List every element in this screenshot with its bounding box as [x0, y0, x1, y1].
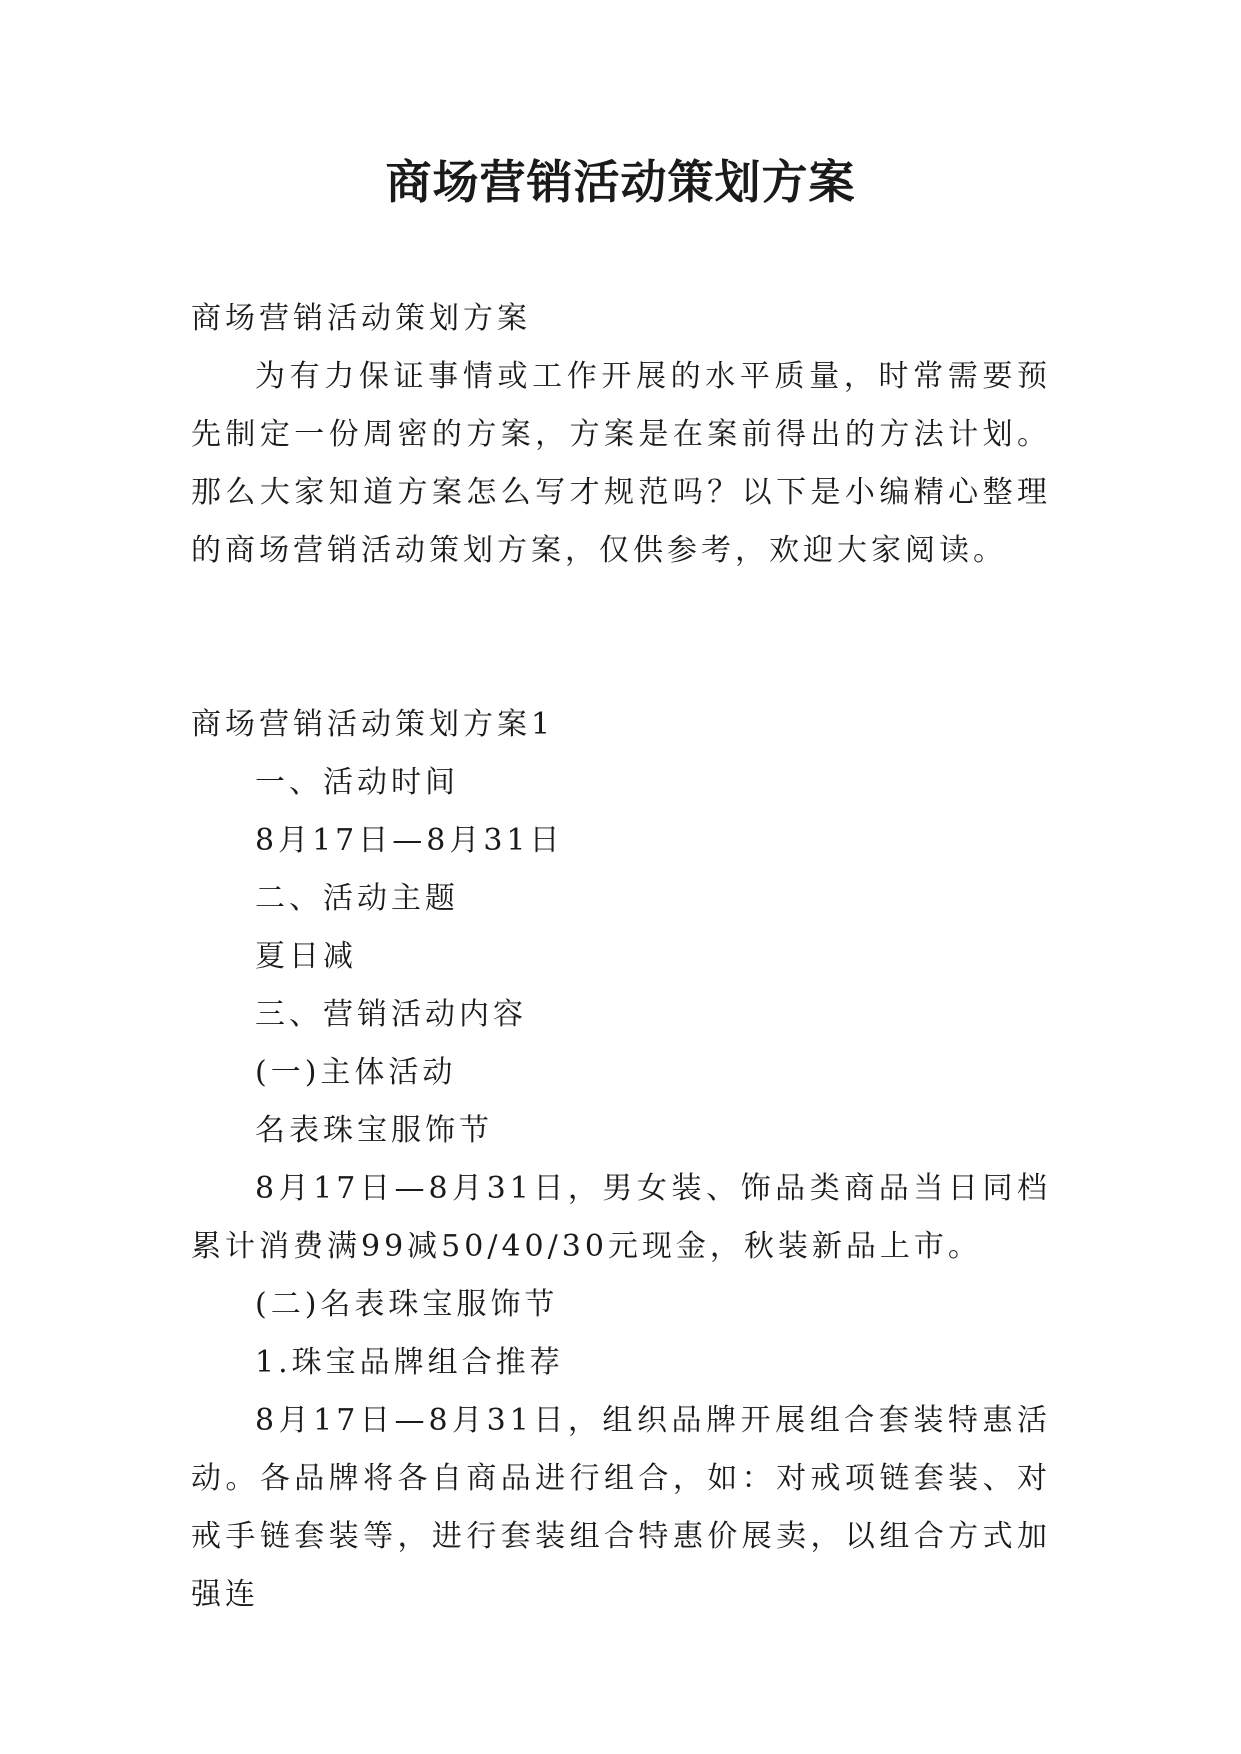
item2-value: 夏日减 [255, 939, 357, 974]
sub1-paragraph: 8月17日—8月31日，男女装、饰品类商品当日同档累计消费满99减50/40/30元现金，秋装新品上市。 [191, 1171, 1051, 1264]
sub2-heading: (二)名表珠宝服饰节 [255, 1287, 559, 1322]
sub1-name: 名表珠宝服饰节 [255, 1113, 493, 1148]
intro-paragraph: 为有力保证事情或工作开展的水平质量，时常需要预先制定一份周密的方案，方案是在案前得出的方法计划。那么大家知道方案怎么写才规范吗？以下是小编精心整理的商场营销活动策划方案，仅供参考，欢迎大家阅读。 [191, 359, 1051, 568]
section-spacer [191, 580, 1051, 696]
document-title: 商场营销活动策划方案 [385, 155, 856, 209]
section1-heading: 商场营销活动策划方案1 [191, 707, 555, 742]
sub1-heading: (一)主体活动 [255, 1055, 457, 1090]
intro-heading: 商场营销活动策划方案 [191, 301, 531, 336]
sub2-paragraph: 8月17日—8月31日，组织品牌开展组合套装特惠活动。各品牌将各自商品进行组合，如：对戒项链套装、对戒手链套装等，进行套装组合特惠价展卖，以组合方式加强连 [191, 1403, 1051, 1612]
sub2-item: 1.珠宝品牌组合推荐 [255, 1345, 564, 1380]
item2-heading: 二、活动主题 [255, 881, 459, 916]
item3-heading: 三、营销活动内容 [255, 997, 527, 1032]
document-body [191, 290, 1051, 1624]
item1-value: 8月17日—8月31日 [255, 823, 564, 858]
item1-heading: 一、活动时间 [255, 765, 459, 800]
